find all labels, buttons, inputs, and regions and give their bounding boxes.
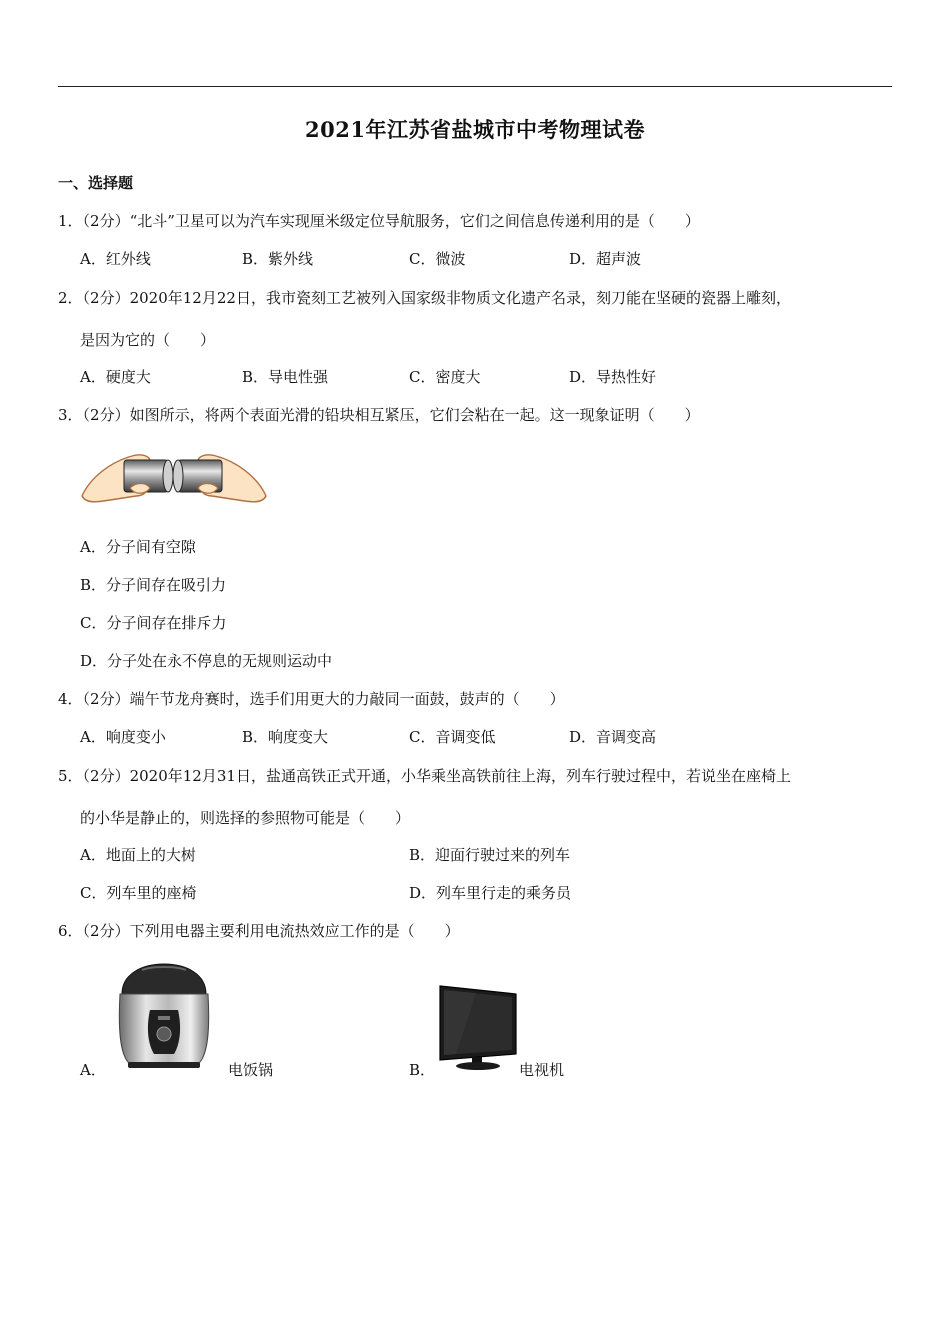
- option-a[interactable]: A．地面上的大树: [80, 846, 196, 864]
- option-c[interactable]: C．分子间存在排斥力: [80, 614, 227, 632]
- question-3: [58, 404, 898, 425]
- option-d[interactable]: D．超声波: [569, 250, 642, 268]
- lead-blocks-figure: [80, 438, 268, 510]
- page-title: 2021年江苏省盐城市中考物理试卷: [305, 117, 645, 142]
- question-stem: （2分）如图所示，将两个表面光滑的铅块相互紧压，它们会粘在一起。这一现象证明（ ）: [82, 406, 700, 424]
- option-a[interactable]: A．红外线: [80, 250, 151, 268]
- option-a[interactable]: A．响度变小: [80, 728, 166, 746]
- question-stem: （2分）“北斗”卫星可以为汽车实现厘米级定位导航服务，它们之间信息传递利用的是（ ）: [82, 212, 700, 230]
- option-b[interactable]: B．迎面行驶过来的列车: [409, 846, 571, 864]
- option-a-letter[interactable]: A．: [80, 1061, 106, 1079]
- question-number: 6．: [58, 922, 83, 940]
- option-b-letter[interactable]: B．: [409, 1061, 436, 1079]
- question-5: [58, 765, 898, 786]
- option-a[interactable]: A．硬度大: [80, 368, 151, 386]
- option-b[interactable]: B．紫外线: [242, 250, 314, 268]
- option-d[interactable]: D．分子处在永不停息的无规则运动中: [80, 652, 333, 670]
- section-heading: 一、选择题: [58, 174, 134, 192]
- option-c[interactable]: C．微波: [409, 250, 466, 268]
- option-d[interactable]: D．列车里行走的乘务员: [409, 884, 572, 902]
- question-number: 4．: [58, 690, 83, 708]
- question-number: 2．: [58, 289, 83, 307]
- question-stem: （2分）端午节龙舟赛时，选手们用更大的力敲同一面鼓，鼓声的（ ）: [82, 690, 565, 708]
- question-stem-continued: 是因为它的（ ）: [80, 331, 216, 349]
- television-image[interactable]: [436, 980, 520, 1072]
- option-b[interactable]: B．响度变大: [242, 728, 329, 746]
- option-b-caption: 电视机: [519, 1061, 565, 1079]
- option-c[interactable]: C．音调变低: [409, 728, 496, 746]
- question-stem: （2分）下列用电器主要利用电流热效应工作的是（ ）: [82, 922, 460, 940]
- question-stem: （2分）2020年12月22日，我市瓷刻工艺被列入国家级非物质文化遗产名录，刻刀能在坚硬的瓷器上雕刻，: [82, 289, 791, 307]
- option-a-caption: 电饭锅: [228, 1061, 274, 1079]
- question-2: [58, 287, 898, 308]
- option-c[interactable]: C．列车里的座椅: [80, 884, 197, 902]
- question-stem-continued: 的小华是静止的，则选择的参照物可能是（ ）: [80, 809, 411, 827]
- option-b[interactable]: B．导电性强: [242, 368, 329, 386]
- option-d[interactable]: D．音调变高: [569, 728, 657, 746]
- question-number: 5．: [58, 767, 83, 785]
- question-4: [58, 688, 898, 709]
- rice-cooker-image[interactable]: [112, 960, 216, 1072]
- question-6: [58, 920, 898, 941]
- option-b[interactable]: B．分子间存在吸引力: [80, 576, 227, 594]
- option-c[interactable]: C．密度大: [409, 368, 481, 386]
- header-rule: [58, 86, 892, 87]
- question-1: [58, 210, 898, 231]
- option-a[interactable]: A．分子间有空隙: [80, 538, 196, 556]
- option-d[interactable]: D．导热性好: [569, 368, 657, 386]
- question-number: 1．: [58, 212, 83, 230]
- question-stem: （2分）2020年12月31日，盐通高铁正式开通，小华乘坐高铁前往上海，列车行驶过程中，若说坐在座椅上: [82, 767, 791, 785]
- question-number: 3．: [58, 406, 83, 424]
